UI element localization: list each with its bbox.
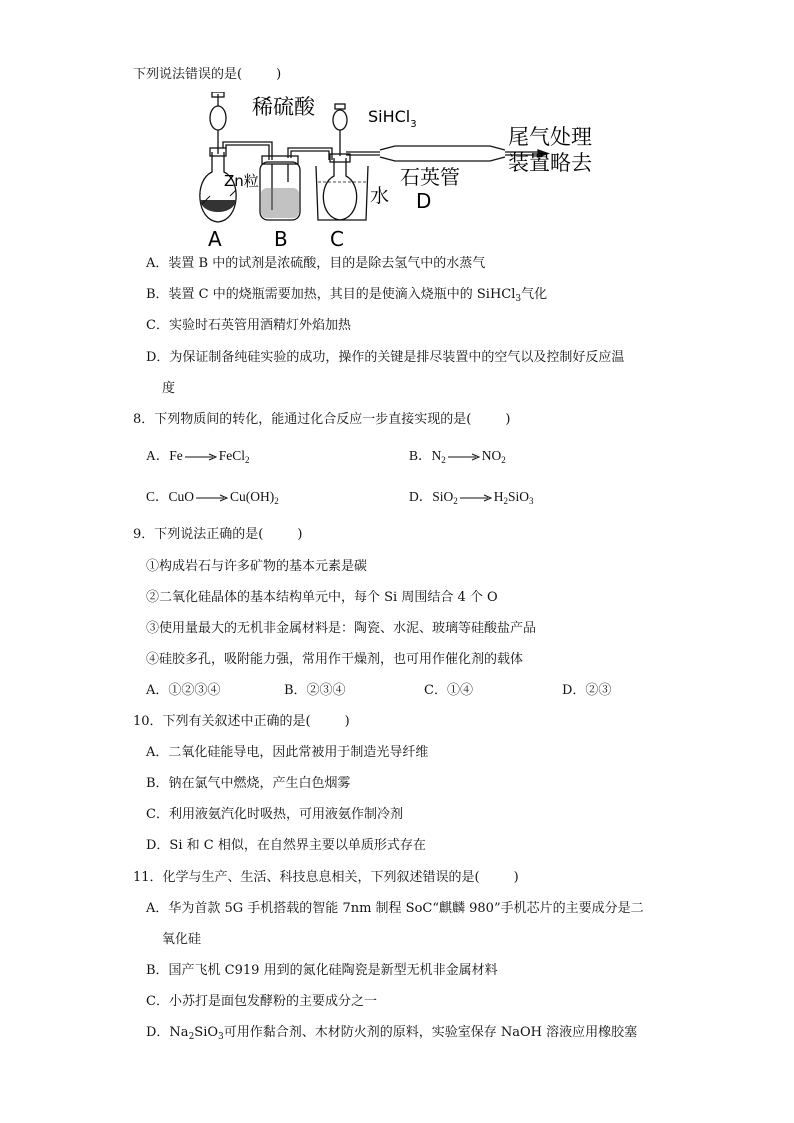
label-sihcl3: SiHCl$_3$ <box>368 107 417 130</box>
q7-option-c: C．实验时石英管用酒精灯外焰加热 <box>146 318 351 333</box>
q10-option-d: D．Si 和 C 相似，在自然界主要以单质形式存在 <box>146 838 426 853</box>
q8-option-b: B．$N_2$ $NO_2$ <box>409 448 506 465</box>
label-zn: Zn粒 <box>224 172 259 190</box>
q9-option-a: A．①②③④ <box>146 683 221 698</box>
q8-option-c: C．CuO $Cu(OH)_2$ <box>146 489 279 506</box>
q10-stem: 10．下列有关叙述中正确的是( ) <box>133 714 350 729</box>
label-b: B <box>274 227 288 251</box>
q7-option-d-line1: D．为保证制备纯硅实验的成功，操作的关键是排尽装置中的空气以及控制好反应温 <box>146 350 625 365</box>
q9-stem: 9．下列说法正确的是( ) <box>133 527 303 542</box>
q11-option-a-line2: 氧化硅 <box>162 932 202 947</box>
label-a: A <box>208 227 222 251</box>
q9-option-d: D．②③ <box>562 683 612 698</box>
q11-stem: 11．化学与生产、生活、科技息息相关，下列叙述错误的是( ) <box>133 870 519 885</box>
q8-option-a: A．Fe FeCl$_2$ <box>146 448 250 465</box>
q7-stem: 下列说法错误的是( ) <box>133 67 282 82</box>
q9-statement-2: ②二氧化硅晶体的基本结构单元中，每个 Si 周围结合 4 个 O <box>146 590 498 605</box>
arrow-icon <box>185 452 217 462</box>
q11-option-a-line1: A．华为首款 5G 手机搭载的智能 7nm 制程 SoC“麒麟 980”手机芯片的主要成分是二 <box>146 901 644 916</box>
q9-option-c: C．①④ <box>424 683 473 698</box>
funnel-c <box>333 110 347 130</box>
label-tube-d: D <box>416 189 432 213</box>
q11-option-b: B．国产飞机 C919 用到的氮化硅陶瓷是新型无机非金属材料 <box>146 963 498 978</box>
q8-option-d: D．SiO$_2$ $H_2SiO_3$ <box>409 489 534 506</box>
funnel-a <box>210 106 226 130</box>
q9-statement-3: ③使用量最大的无机非金属材料是：陶瓷、水泥、玻璃等硅酸盐产品 <box>146 621 537 636</box>
label-water: 水 <box>370 185 390 207</box>
arrow-icon <box>196 493 228 503</box>
q7-option-a: A．装置 B 中的试剂是浓硫酸，目的是除去氢气中的水蒸气 <box>146 256 486 271</box>
q11-option-d: D．$Na_2SiO_3$可用作黏合剂、木材防火剂的原料，实验室保存 NaOH 溶液应用橡胶塞 <box>146 1025 638 1042</box>
q10-option-c: C．利用液氨汽化时吸热，可用液氨作制冷剂 <box>146 807 403 822</box>
q11-option-c: C．小苏打是面包发酵粉的主要成分之一 <box>146 994 377 1009</box>
q9-statement-4: ④硅胶多孔，吸附能力强，常用作干燥剂，也可用作催化剂的载体 <box>146 652 524 667</box>
label-tail-1: 尾气处理 <box>508 125 592 149</box>
q9-option-b: B．②③④ <box>284 683 346 698</box>
quartz-tube-d <box>380 146 505 150</box>
label-tube: 石英管 <box>400 165 460 189</box>
label-acid: 稀硫酸 <box>252 95 315 119</box>
q7-option-b: B．装置 C 中的烧瓶需要加热，其目的是使滴入烧瓶中的 SiHCl$_3$气化 <box>146 287 548 304</box>
q8-stem: 8．下列物质间的转化，能通过化合反应一步直接实现的是( ) <box>133 412 511 427</box>
arrow-icon <box>448 452 480 462</box>
label-c: C <box>330 227 344 251</box>
q9-statement-1: ①构成岩石与许多矿物的基本元素是碳 <box>146 559 368 574</box>
arrow-icon <box>460 493 492 503</box>
q10-option-a: A．二氧化硅能导电，因此常被用于制造光导纤维 <box>146 745 429 760</box>
label-tail-2: 装置略去 <box>508 151 592 175</box>
apparatus-diagram <box>190 92 690 252</box>
q7-option-d-line2: 度 <box>162 381 176 396</box>
q10-option-b: B．钠在氯气中燃烧，产生白色烟雾 <box>146 776 351 791</box>
